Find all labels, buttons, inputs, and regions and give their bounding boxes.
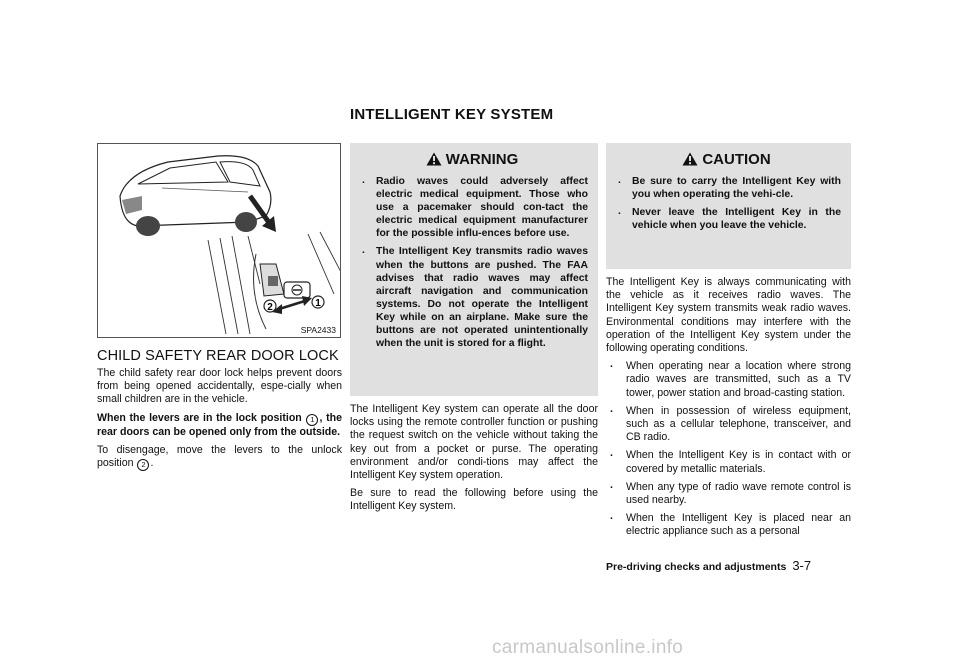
- warning-item: . The Intelligent Key transmits radio waves when the buttons are pushed. The FAA advises that radio waves may affect aircraft navigation and communication systems. Do not operate the Intelligent Key while on an airplane. Make sure the buttons are not operated unintentionally when the unit is stored for a flight.: [356, 245, 588, 350]
- warning-triangle-icon: [426, 152, 442, 166]
- intro-para2: Be sure to read the following before using the Intelligent Key system.: [350, 487, 598, 513]
- warning-title: WARNING: [445, 151, 519, 168]
- communication-text: [606, 276, 851, 544]
- caution-triangle-icon: [682, 152, 698, 166]
- para2-text-a: When the levers are in the lock position: [97, 411, 302, 424]
- figure-code: SPA2433: [300, 325, 336, 335]
- lock-position-marker: 1: [306, 414, 318, 426]
- figure-marker-2: 2: [267, 302, 273, 313]
- caution-title: CAUTION: [702, 151, 771, 168]
- caution-header: [612, 143, 841, 175]
- condition-item: . When operating near a location where strong radio waves are transmitted, such as a TV tower, power station and broad-casting station.: [606, 360, 851, 400]
- communication-para: The Intelligent Key is always communicating with the vehicle as it receives radio waves. The Intelligent Key system transmits weak radio waves. Environmental conditions may interfere with the operation of the Intelligent Key system under the following operating conditions.: [606, 276, 851, 355]
- unlock-position-marker: 2: [137, 459, 149, 471]
- figure-marker-1: 1: [315, 298, 321, 309]
- car-door-illustration: [98, 144, 341, 338]
- watermark: carmanualsonline.info: [492, 637, 684, 658]
- para3-text-a: To disengage, move the levers to the unlock position: [97, 443, 342, 470]
- page-number: 3-7: [792, 558, 812, 573]
- warning-list: [356, 175, 588, 350]
- conditions-list: [606, 360, 851, 538]
- condition-item: . When any type of radio wave remote control is used nearby.: [606, 481, 851, 507]
- para3-text-b: .: [150, 457, 154, 470]
- para2-text-b: , the rear doors can be opened only from the outside.: [97, 411, 343, 438]
- child-safety-para3: [97, 444, 342, 471]
- condition-item: . When the Intelligent Key is placed near an electric appliance such as a personal: [606, 512, 851, 538]
- caution-box: [606, 143, 851, 269]
- warning-item: . Radio waves could adversely affect electric medical equipment. Those who use a pacemaker should con-tact the electric medical equipment manufacturer for the possible influ-ences before use.: [356, 175, 588, 240]
- condition-item: . When the Intelligent Key is in contact with or covered by metallic materials.: [606, 449, 851, 475]
- condition-item: . When in possession of wireless equipment, such as a cellular telephone, transceiver, and CB radio.: [606, 405, 851, 445]
- child-safety-heading: CHILD SAFETY REAR DOOR LOCK: [97, 348, 339, 364]
- child-safety-para2: [97, 412, 342, 439]
- caution-item: . Never leave the Intelligent Key in the vehicle when you leave the vehicle.: [612, 206, 841, 232]
- footer-label: Pre-driving checks and adjustments: [606, 561, 787, 573]
- intro-para1: The Intelligent Key system can operate all the door locks using the remote controller function or pushing the request switch on the vehicle without taking the key out from a pocket or purse. The operating environment and/or condi-tions may affect the Intelligent Key system operation.: [350, 403, 598, 482]
- warning-header: [356, 143, 588, 175]
- child-lock-figure: [97, 143, 341, 338]
- caution-item: . Be sure to carry the Intelligent Key with you when operating the vehi-cle.: [612, 175, 841, 201]
- page-footer: [606, 558, 851, 573]
- child-safety-para1: The child safety rear door lock helps prevent doors from being opened accidentally, espe-cially when small children are in the vehicle.: [97, 367, 342, 406]
- intro-text: [350, 403, 598, 519]
- warning-box: [350, 143, 598, 396]
- child-safety-text: [97, 367, 342, 476]
- caution-list: [612, 175, 841, 232]
- section-title: INTELLIGENT KEY SYSTEM: [350, 106, 554, 123]
